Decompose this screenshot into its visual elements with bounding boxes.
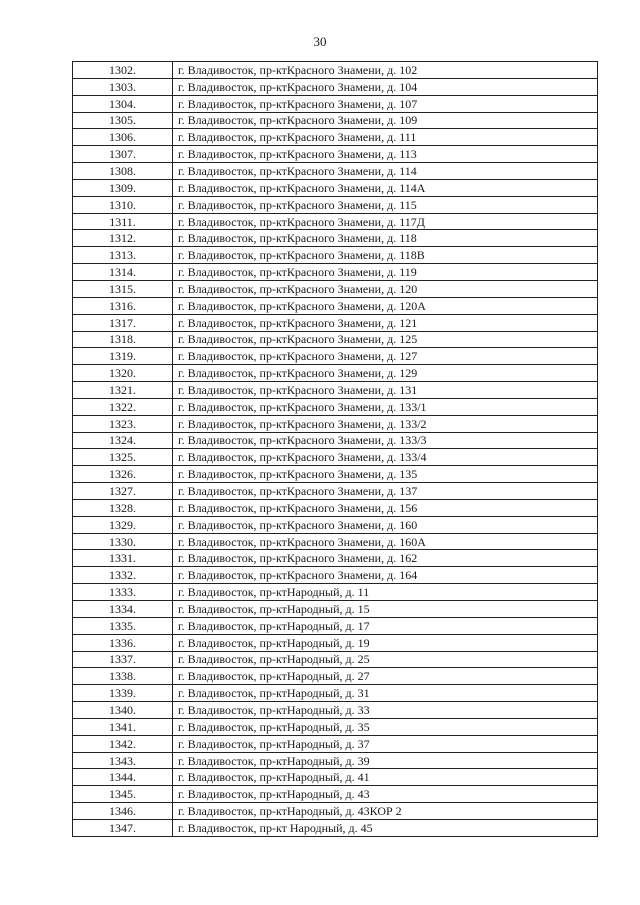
row-number-cell: 1326. bbox=[73, 466, 173, 483]
table-row bbox=[73, 297, 598, 314]
row-number-cell: 1339. bbox=[73, 685, 173, 702]
address-cell: г. Владивосток, пр-ктКрасного Знамени, д. 104 bbox=[173, 78, 598, 95]
address-cell: г. Владивосток, пр-ктКрасного Знамени, д. 160А bbox=[173, 533, 598, 550]
row-number-cell: 1336. bbox=[73, 634, 173, 651]
address-cell: г. Владивосток, пр-кт Народный, д. 45 bbox=[173, 819, 598, 836]
address-cell: г. Владивосток, пр-ктНародный, д. 15 bbox=[173, 601, 598, 618]
row-number-cell: 1312. bbox=[73, 230, 173, 247]
row-number-cell: 1302. bbox=[73, 62, 173, 79]
address-cell: г. Владивосток, пр-ктКрасного Знамени, д. 160 bbox=[173, 516, 598, 533]
row-number-cell: 1307. bbox=[73, 146, 173, 163]
row-number-cell: 1311. bbox=[73, 213, 173, 230]
table-row bbox=[73, 314, 598, 331]
row-number-cell: 1329. bbox=[73, 516, 173, 533]
row-number-cell: 1319. bbox=[73, 348, 173, 365]
address-cell: г. Владивосток, пр-ктКрасного Знамени, д. 102 bbox=[173, 62, 598, 79]
address-cell: г. Владивосток, пр-ктНародный, д. 43 bbox=[173, 786, 598, 803]
row-number-cell: 1342. bbox=[73, 735, 173, 752]
row-number-cell: 1346. bbox=[73, 803, 173, 820]
address-cell: г. Владивосток, пр-ктНародный, д. 35 bbox=[173, 718, 598, 735]
address-cell: г. Владивосток, пр-ктКрасного Знамени, д. 162 bbox=[173, 550, 598, 567]
row-number-cell: 1322. bbox=[73, 398, 173, 415]
row-number-cell: 1334. bbox=[73, 601, 173, 618]
row-number-cell: 1332. bbox=[73, 567, 173, 584]
address-cell: г. Владивосток, пр-ктКрасного Знамени, д. 135 bbox=[173, 466, 598, 483]
address-cell: г. Владивосток, пр-ктКрасного Знамени, д. 164 bbox=[173, 567, 598, 584]
table-row bbox=[73, 533, 598, 550]
address-cell: г. Владивосток, пр-ктКрасного Знамени, д. 133/4 bbox=[173, 449, 598, 466]
table-row bbox=[73, 735, 598, 752]
table-row bbox=[73, 685, 598, 702]
row-number-cell: 1324. bbox=[73, 432, 173, 449]
table-row bbox=[73, 651, 598, 668]
row-number-cell: 1316. bbox=[73, 297, 173, 314]
address-cell: г. Владивосток, пр-ктНародный, д. 37 bbox=[173, 735, 598, 752]
row-number-cell: 1330. bbox=[73, 533, 173, 550]
address-cell: г. Владивосток, пр-ктНародный, д. 19 bbox=[173, 634, 598, 651]
table-row bbox=[73, 819, 598, 836]
table-row bbox=[73, 668, 598, 685]
row-number-cell: 1327. bbox=[73, 483, 173, 500]
table-row bbox=[73, 567, 598, 584]
address-cell: г. Владивосток, пр-ктКрасного Знамени, д. 115 bbox=[173, 196, 598, 213]
address-cell: г. Владивосток, пр-ктКрасного Знамени, д. 129 bbox=[173, 365, 598, 382]
row-number-cell: 1310. bbox=[73, 196, 173, 213]
address-cell: г. Владивосток, пр-ктКрасного Знамени, д. 120А bbox=[173, 297, 598, 314]
address-cell: г. Владивосток, пр-ктКрасного Знамени, д. 117Д bbox=[173, 213, 598, 230]
address-cell: г. Владивосток, пр-ктКрасного Знамени, д. 111 bbox=[173, 129, 598, 146]
table-row bbox=[73, 365, 598, 382]
row-number-cell: 1309. bbox=[73, 179, 173, 196]
table-row bbox=[73, 786, 598, 803]
address-cell: г. Владивосток, пр-ктКрасного Знамени, д. 114 bbox=[173, 163, 598, 180]
row-number-cell: 1303. bbox=[73, 78, 173, 95]
address-cell: г. Владивосток, пр-ктКрасного Знамени, д. 113 bbox=[173, 146, 598, 163]
table-row bbox=[73, 179, 598, 196]
row-number-cell: 1347. bbox=[73, 819, 173, 836]
address-cell: г. Владивосток, пр-ктКрасного Знамени, д. 137 bbox=[173, 483, 598, 500]
row-number-cell: 1338. bbox=[73, 668, 173, 685]
table-row bbox=[73, 382, 598, 399]
address-cell: г. Владивосток, пр-ктНародный, д. 25 bbox=[173, 651, 598, 668]
address-table-body bbox=[73, 62, 598, 837]
row-number-cell: 1343. bbox=[73, 752, 173, 769]
row-number-cell: 1323. bbox=[73, 415, 173, 432]
table-row bbox=[73, 584, 598, 601]
table-row bbox=[73, 78, 598, 95]
row-number-cell: 1313. bbox=[73, 247, 173, 264]
address-cell: г. Владивосток, пр-ктКрасного Знамени, д. 118 bbox=[173, 230, 598, 247]
table-row bbox=[73, 617, 598, 634]
table-row bbox=[73, 95, 598, 112]
page-number: 30 bbox=[313, 34, 327, 49]
table-row bbox=[73, 398, 598, 415]
row-number-cell: 1331. bbox=[73, 550, 173, 567]
row-number-cell: 1318. bbox=[73, 331, 173, 348]
table-row bbox=[73, 230, 598, 247]
row-number-cell: 1344. bbox=[73, 769, 173, 786]
row-number-cell: 1341. bbox=[73, 718, 173, 735]
table-row bbox=[73, 803, 598, 820]
address-cell: г. Владивосток, пр-ктКрасного Знамени, д. 133/3 bbox=[173, 432, 598, 449]
address-cell: г. Владивосток, пр-ктКрасного Знамени, д. 120 bbox=[173, 280, 598, 297]
address-cell: г. Владивосток, пр-ктНародный, д. 17 bbox=[173, 617, 598, 634]
table-row bbox=[73, 702, 598, 719]
table-row bbox=[73, 196, 598, 213]
table-row bbox=[73, 331, 598, 348]
row-number-cell: 1328. bbox=[73, 499, 173, 516]
address-cell: г. Владивосток, пр-ктКрасного Знамени, д. 121 bbox=[173, 314, 598, 331]
table-row bbox=[73, 129, 598, 146]
table-row bbox=[73, 112, 598, 129]
row-number-cell: 1325. bbox=[73, 449, 173, 466]
table-row bbox=[73, 499, 598, 516]
table-row bbox=[73, 449, 598, 466]
table-row bbox=[73, 516, 598, 533]
table-row bbox=[73, 483, 598, 500]
row-number-cell: 1337. bbox=[73, 651, 173, 668]
table-row bbox=[73, 634, 598, 651]
address-cell: г. Владивосток, пр-ктКрасного Знамени, д. 133/1 bbox=[173, 398, 598, 415]
row-number-cell: 1333. bbox=[73, 584, 173, 601]
row-number-cell: 1321. bbox=[73, 382, 173, 399]
row-number-cell: 1314. bbox=[73, 264, 173, 281]
table-row bbox=[73, 550, 598, 567]
address-cell: г. Владивосток, пр-ктКрасного Знамени, д. 133/2 bbox=[173, 415, 598, 432]
address-cell: г. Владивосток, пр-ктКрасного Знамени, д. 131 bbox=[173, 382, 598, 399]
row-number-cell: 1345. bbox=[73, 786, 173, 803]
table-row bbox=[73, 432, 598, 449]
address-table bbox=[72, 61, 598, 837]
address-cell: г. Владивосток, пр-ктНародный, д. 33 bbox=[173, 702, 598, 719]
table-row bbox=[73, 769, 598, 786]
row-number-cell: 1315. bbox=[73, 280, 173, 297]
address-cell: г. Владивосток, пр-ктНародный, д. 41 bbox=[173, 769, 598, 786]
address-cell: г. Владивосток, пр-ктКрасного Знамени, д. 156 bbox=[173, 499, 598, 516]
table-row bbox=[73, 146, 598, 163]
table-row bbox=[73, 163, 598, 180]
table-row bbox=[73, 718, 598, 735]
address-cell: г. Владивосток, пр-ктНародный, д. 31 bbox=[173, 685, 598, 702]
address-cell: г. Владивосток, пр-ктКрасного Знамени, д. 107 bbox=[173, 95, 598, 112]
row-number-cell: 1317. bbox=[73, 314, 173, 331]
address-cell: г. Владивосток, пр-ктНародный, д. 43КОР 2 bbox=[173, 803, 598, 820]
row-number-cell: 1305. bbox=[73, 112, 173, 129]
address-cell: г. Владивосток, пр-ктКрасного Знамени, д. 114А bbox=[173, 179, 598, 196]
table-row bbox=[73, 62, 598, 79]
address-cell: г. Владивосток, пр-ктНародный, д. 27 bbox=[173, 668, 598, 685]
table-row bbox=[73, 415, 598, 432]
address-cell: г. Владивосток, пр-ктКрасного Знамени, д. 125 bbox=[173, 331, 598, 348]
address-cell: г. Владивосток, пр-ктКрасного Знамени, д. 119 bbox=[173, 264, 598, 281]
row-number-cell: 1320. bbox=[73, 365, 173, 382]
table-row bbox=[73, 264, 598, 281]
table-row bbox=[73, 280, 598, 297]
table-row bbox=[73, 466, 598, 483]
row-number-cell: 1340. bbox=[73, 702, 173, 719]
table-row bbox=[73, 752, 598, 769]
table-row bbox=[73, 247, 598, 264]
table-row bbox=[73, 348, 598, 365]
row-number-cell: 1335. bbox=[73, 617, 173, 634]
address-cell: г. Владивосток, пр-ктНародный, д. 39 bbox=[173, 752, 598, 769]
address-cell: г. Владивосток, пр-ктНародный, д. 11 bbox=[173, 584, 598, 601]
address-cell: г. Владивосток, пр-ктКрасного Знамени, д. 109 bbox=[173, 112, 598, 129]
row-number-cell: 1306. bbox=[73, 129, 173, 146]
address-cell: г. Владивосток, пр-ктКрасного Знамени, д. 127 bbox=[173, 348, 598, 365]
table-row bbox=[73, 213, 598, 230]
table-row bbox=[73, 601, 598, 618]
row-number-cell: 1308. bbox=[73, 163, 173, 180]
row-number-cell: 1304. bbox=[73, 95, 173, 112]
address-cell: г. Владивосток, пр-ктКрасного Знамени, д. 118В bbox=[173, 247, 598, 264]
